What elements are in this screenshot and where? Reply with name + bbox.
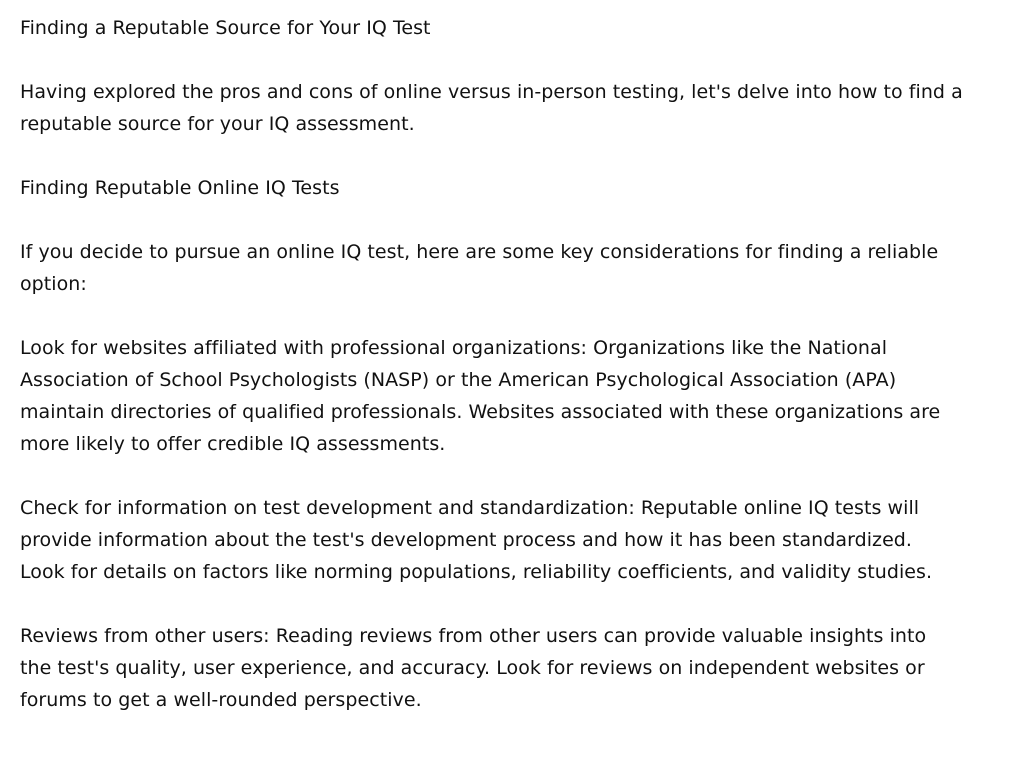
consideration-paragraph-test-development [20,492,1024,588]
paragraph-spacer [20,460,1024,492]
intro-paragraph [20,76,1024,140]
paragraph-line: Reviews from other users: Reading reviews from other users can provide valuable insights into [20,625,927,647]
paragraph-line: forums to get a well-rounded perspective. [20,689,422,711]
section-intro-line: If you decide to pursue an online IQ test, here are some key considerations for finding a reliable [20,241,939,263]
paragraph-line: the test's quality, user experience, and accuracy. Look for reviews on independent websites or [20,657,925,679]
paragraph-line: Check for information on test development and standardization: Reputable online IQ tests will [20,497,920,519]
document-title [20,12,1024,44]
paragraph-line: more likely to offer credible IQ assessments. [20,433,446,455]
paragraph-spacer [20,588,1024,620]
title-text: Finding a Reputable Source for Your IQ Test [20,17,431,39]
paragraph-line: Association of School Psychologists (NASP) or the American Psychological Association (APA) [20,369,897,391]
paragraph-line: provide information about the test's development process and how it has been standardized. [20,529,913,551]
paragraph-line: Look for details on factors like norming populations, reliability coefficients, and validity studies. [20,561,933,583]
section-heading-text: Finding Reputable Online IQ Tests [20,177,340,199]
paragraph-line: Look for websites affiliated with professional organizations: Organizations like the National [20,337,888,359]
section-intro-line: option: [20,273,87,295]
paragraph-line: maintain directories of qualified professionals. Websites associated with these organizations are [20,401,941,423]
paragraph-spacer [20,140,1024,172]
paragraph-spacer [20,44,1024,76]
section-intro-paragraph [20,236,1024,300]
section-heading [20,172,1024,204]
consideration-paragraph-user-reviews [20,620,1024,716]
intro-line: reputable source for your IQ assessment. [20,113,415,135]
intro-line: Having explored the pros and cons of online versus in-person testing, let's delve into how to find a [20,81,963,103]
consideration-paragraph-professional-organizations [20,332,1024,460]
paragraph-spacer [20,300,1024,332]
paragraph-spacer [20,204,1024,236]
